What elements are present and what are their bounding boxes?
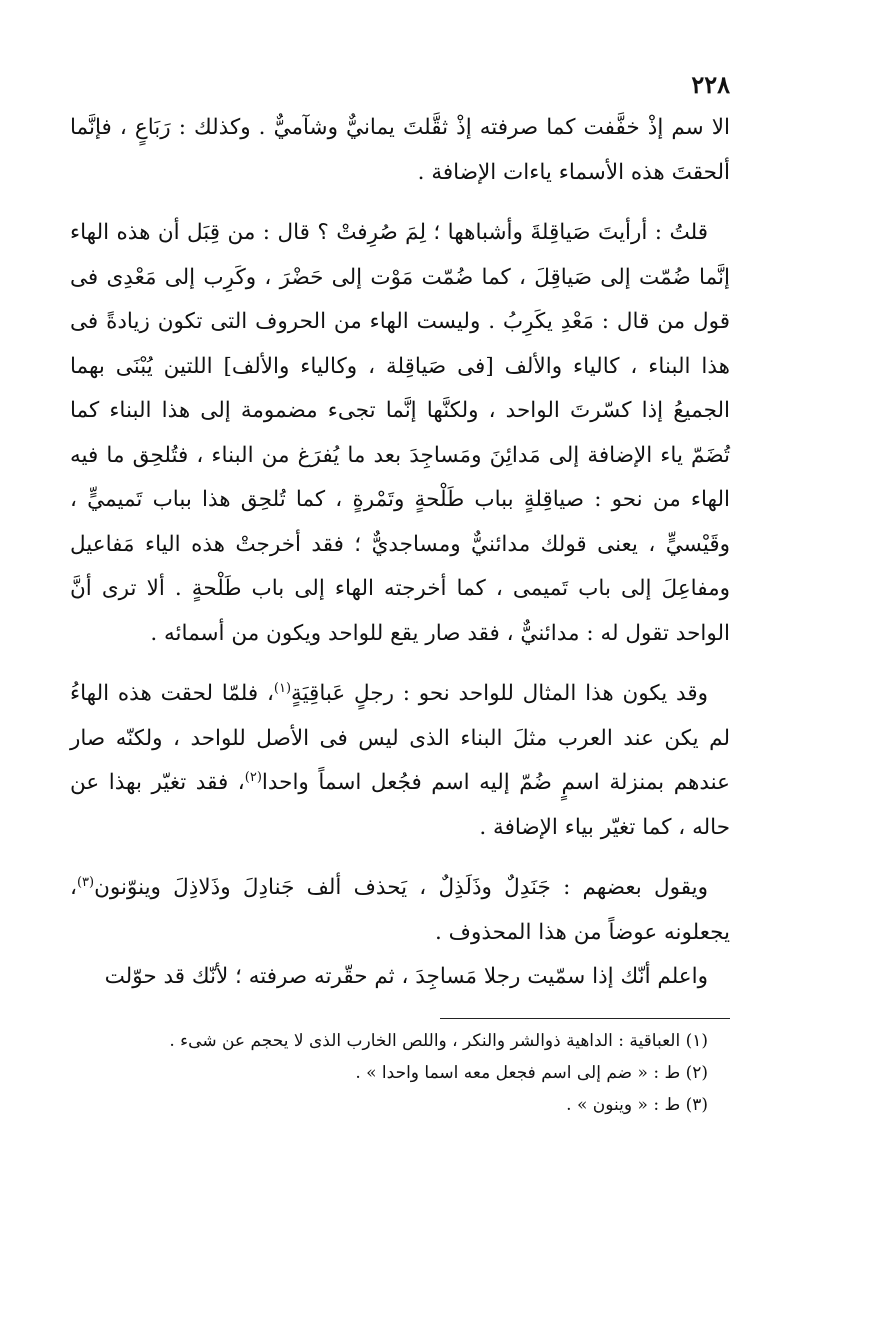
footnote-2: (٢) ط : « ضم إلى اسم فجعل معه اسما واحدا » . [355, 1062, 708, 1083]
footnote-3: (٣) ط : « وينون » . [566, 1094, 708, 1115]
paragraph-3-text-b: ، فلمّا لحقت هذه الهاءُ لم يكن عند العرب مثلَ البناء الذى ليس فى الأصل للواحد ، ولكنّه صار عندهم بمنزلة اسمٍ ضُمّ إليه اسم فجُعل اسماً واحدا [70, 681, 730, 795]
paragraph-4-text-a: ويقول بعضهم : جَنَدِلٌ وذَلَذِلٌ ، يَحذف ألف جَنادِلَ وذَلاذِلَ وينوّنون [94, 875, 708, 900]
footnote-ref-3[interactable]: (٣) [76, 874, 95, 890]
paragraph-5-text: واعلم أنّك إذا سمّيت رجلا مَساجِدَ ، ثم حقّرته صرفته ؛ لأنّك قد حوّلت [104, 964, 708, 989]
paragraph-5 [70, 955, 730, 1000]
footnotes [70, 1025, 730, 1121]
paragraph-4 [70, 866, 730, 955]
paragraph-3 [70, 672, 730, 850]
paragraph-3-text-c: ، فقد تغيّر بهذا عن حاله ، كما تغيّر بياء الإضافة . [70, 770, 730, 840]
paragraph-2 [70, 211, 730, 656]
paragraph-1 [70, 106, 730, 195]
footnote-ref-1[interactable]: (١) [273, 680, 292, 696]
footnote-1: (١) العباقية : الداهية ذوالشر والنكر ، واللص الخارب الذى لا يحجم عن شىء . [169, 1030, 708, 1051]
footnote-ref-2[interactable]: (٢) [244, 769, 262, 785]
page-number: ٢٢٨ [691, 70, 730, 99]
paragraph-2-text: قلتُ : أرأيتَ صَياقِلةَ وأشباهها ؛ لِمَ صُرِفتْ ؟ قال : من قِبَل أن هذه الهاء إنَّما ضُمّت إلى صَياقِلَ ، كما ضُمّت مَوْت إلى حَضْرَ ، وكَرِب إلى مَعْدِى فى قول من قال : مَعْدِ يكَرِبُ . وليست الهاء من الحروف التى تكون زيادةً فى هذا البناء ، كالياء والألف [فى صَياقِلة ، وكالياء والألف] اللتين يُبْنَى بهما الجميعُ إذا كسّرتَ الواحد ، ولكنَّها إنَّما تجىء مضمومة إلى هذا البناء كما تُضَمّ ياء الإضافة إلى مَدائِنَ ومَساجِدَ بعد ما يُفرَغ من البناء ، فتُلحِق ما فيه الهاء من نحو : صياقِلةٍ بباب طَلْحةٍ وتَمْرةٍ ، كما تُلحِق هذا بباب تَميميٍّ ، وقَيْسيٍّ ، يعنى قولك مدائنيٌّ ومساجديٌّ ؛ فقد أخرجتْ هذه الياء مَفاعيل ومفاعِلَ إلى باب تَميمى ، كما أخرجته الهاء إلى باب طَلْحةٍ . ألا ترى أنَّ الواحد تقول له : مدائنيٌّ ، فقد صار يقع للواحد ويكون من أسمائه . [70, 220, 730, 646]
paragraph-3-text-a: وقد يكون هذا المثال للواحد نحو : رجلٍ عَباقِيَةٍ [291, 681, 708, 706]
paragraph-4-text-b: ، يجعلونه عوضاً من هذا المحذوف . [70, 875, 730, 945]
footnote-divider [440, 1018, 730, 1019]
body-text [70, 106, 730, 1000]
document-page [70, 70, 730, 1310]
paragraph-1-text: الا سم إذْ خفَّفت كما صرفته إذْ ثقَّلتَ يمانيٌّ وشآميٌّ . وكذلك : رَبَاعٍ ، فإنَّما ألحقتَ هذه الأسماء ياءات الإضافة . [70, 115, 730, 185]
